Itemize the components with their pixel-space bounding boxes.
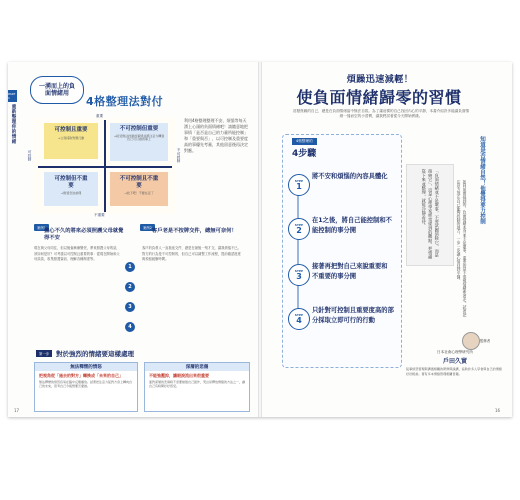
steps-list [288,170,396,350]
step-word: STEP [294,179,304,183]
advisor-label: 監修者 [480,339,491,343]
quadrant-controllable-unimportant [44,172,98,206]
steps-title: 4步驟 [292,149,317,159]
side-chapter-title: 重新整理你的情緒 [11,104,16,144]
sadness-box [144,362,250,412]
section-title: 4格整理法對付 [86,95,164,108]
case-step-3: 3 [125,302,135,312]
quadrant-note: →無須急迫處理 [60,191,82,195]
anger-box-title: 無法釋懷的情怒 [35,363,137,371]
step-badge [288,308,310,330]
step-number: 4 [296,316,302,325]
right-title: 使負面情緒歸零的習慣 [296,88,462,107]
case-2-heading: 客戶老是不按牌交件，總無可奈何！ [152,228,237,234]
side-column-body: 如同前面提到的，負面情緒本身並不是壞事，重要的是不要被情緒牽著走。試著把注意力放在自己能夠控制的地方，一步一步讓心情回到平靜。 [457,180,468,317]
side-column-title: 知道是否情緒自然！他覺得要力控制 [479,136,485,224]
quadrant-controllable-important [44,123,98,159]
step-number: 2 [296,226,302,235]
intro-paragraph: 利用4格整理整理不安、煩惱等每天湧上心頭的負面情緒吧！請隨意地把事情「是否是自己的力量所能控制」和「重要與否」，以可控制及重要度高的事優先考量，其他留意後再決定對應。 [184,118,248,153]
step-text: 在1之後，將自己能控制和不能控制的事分開 [312,217,392,234]
right-page-number: 16 [495,408,501,413]
next-step-prefix: 第一步 [36,350,52,357]
profile-title: 日本社會心理學研究所 [437,350,473,354]
sadness-box-title: 深層的悲傷 [145,363,249,371]
step-word: STEP [294,269,304,273]
axis-label-left: 可控制 [28,150,32,161]
quadrant-uncontrollable-unimportant [110,172,168,206]
quadrant-uncontrollable-important [110,123,168,161]
sadness-box-heading: 不能強壓抑，讓眼淚流出來很重要 [149,373,209,378]
case-step-1: 1 [125,262,135,272]
step-text: 將不安和煩惱的內容具體化 [312,173,388,180]
left-page-number: 17 [14,408,20,413]
right-intro: 討厭焦躁的自己，總是在負面情緒當中無法自拔。為了讓這樣的自己找回內心的平靜，本書介紹許多能讓負面情緒一掃而空的小習慣，讓我們試著從今天開始實踐。 [292,109,470,119]
step-number: 1 [296,182,302,191]
quadrant-note: →立刻採取對應行動 [57,135,85,140]
case-2-body: 客戶的負責人一直拖延交件，總是在最後一刻才交，讓我煩惱不已。對方的行為是不可控制的，但自己可以調整工作流程，提前確認進度與預留緩衝時間。 [142,246,241,262]
quadrant-title: 不可控制且不重要 [119,176,159,189]
step-item [288,170,396,210]
anger-box-heading: 把視角從「過去的對方」轉換成「未來的自己」 [39,373,123,378]
step-text: 只針對可控制且重要度高的部分採取立即可行的行動 [312,307,394,324]
step-item [288,260,396,300]
column-note-text: 「負面情緒並不是壞事，不要試圖消除它，而是接納它」，這是心理學家經常提到的觀點。把情緒寫下來並整理，就能冷靜看待。 [421,169,440,260]
case-step-2: 2 [125,282,135,292]
axis-label-right: 不可控制 [177,148,181,163]
advisor-profile [406,336,504,406]
step-badge [288,174,310,196]
book-gutter [258,62,262,417]
quadrant-note: →放下吧！不要在意了 [124,191,154,195]
step-number: 3 [296,272,302,281]
step-badge [288,264,310,286]
part-tab: PART 1 [8,92,16,100]
anger-box [34,362,138,412]
next-step-header [36,349,248,358]
case-1-heading: 擔心不久的將來必須照護父母就覺得不安 [44,228,124,241]
bubble-heading-text: 一湧而上的負面情緒用 [38,82,75,97]
bubble-heading [30,76,84,104]
quadrant-note: →接受無法控制的事情並將注意力轉到自己可以做的事上 [113,133,165,142]
quadrant-title: 可控制但不重要 [54,176,88,189]
quadrant-title: 可控制且重要 [54,127,88,133]
step-word: STEP [294,223,304,227]
case-step-4: 4 [125,322,135,332]
step-word: STEP [294,313,304,317]
right-kicker: 煩躁迅速減輕！ [346,75,414,85]
case-2-label: 案例2 [140,224,155,231]
axis-label-top: 重要 [96,114,104,118]
column-note [406,164,454,266]
step-item [288,304,396,348]
quadrant-title: 不可控制但重要 [119,126,159,132]
steps-label: 4格整理的 [292,138,317,145]
matrix-horizontal-axis [38,166,172,168]
next-step-title: 對於強烈的情緒要這樣處理 [56,350,134,358]
profile-name: 戶田久實 [442,358,467,365]
step-item [288,214,396,254]
step-text: 接著再把對自己來說重要和不重要的事分開 [312,263,388,280]
case-1-body: 現在與父母同住，但以後會漸漸變老，將來照護父母的話，該如何是好？可考慮以可控制且重要的事：從現在開始和父母談談，收集照護資訊、理解各種制度等。 [34,246,120,262]
step-badge [288,218,310,240]
case-1-label: 案例1 [34,224,49,231]
axis-label-bottom: 不重要 [94,213,105,217]
anger-box-body: 無法釋懷的憤怒容易在腦中反覆播放。試著把注意力從對方身上轉向自己的未來，思考自己今後想要怎麼做。 [39,379,133,388]
sadness-box-body: 面對深層的悲傷時不需要勉強自己振作，哭泣是釋放情緒的方法之一，讓自己有時間好好感受。 [149,379,246,388]
profile-body: 從事憤怒管理與溝通相關的研修與演講，協助許多人學會與自己的情緒好好相處。著有多本情緒管理相關書籍。 [406,367,502,376]
